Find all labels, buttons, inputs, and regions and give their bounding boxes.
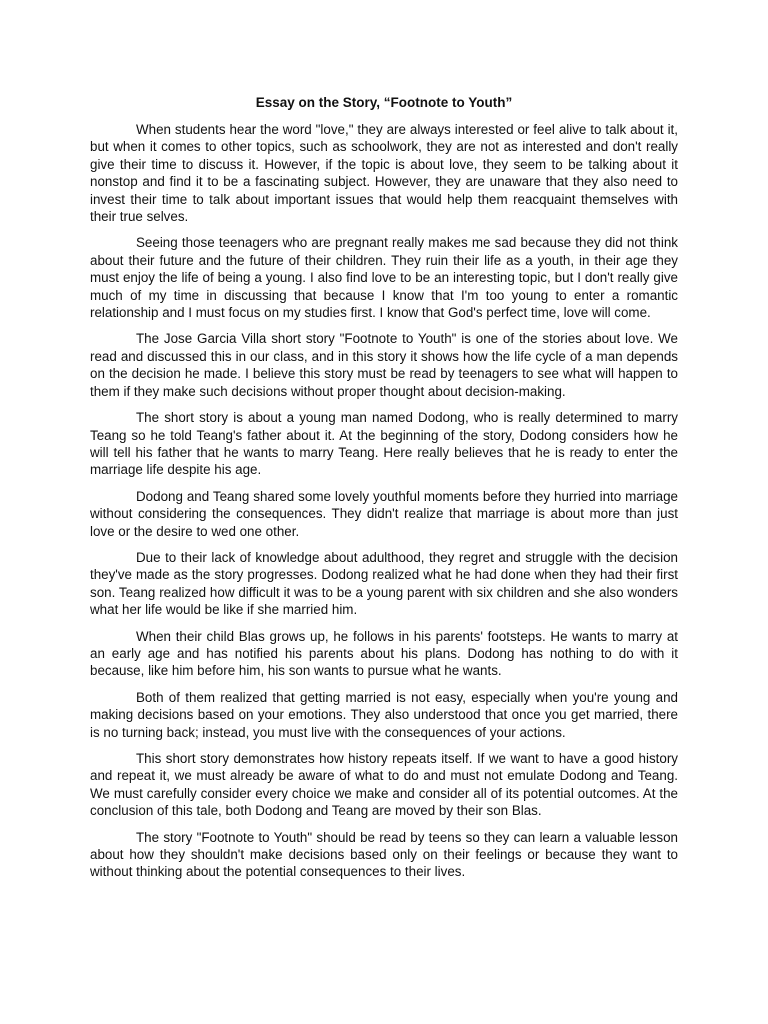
essay-title: Essay on the Story, “Footnote to Youth” (255, 95, 513, 110)
paragraph-8: Both of them realized that getting married is not easy, especially when you're young and making decisions based on your emotions. They also understood that once you get married, there is no turning back; instead, you must live with the consequences of your actions. (90, 689, 678, 740)
paragraph-2: Seeing those teenagers who are pregnant really makes me sad because they did not think about their future and the future of their children. They ruin their life as a youth, in their age they must enjoy the life of being a young. I also find love to be an interesting topic, but I don't really give much of my time in discussing that because I know that I'm too young to enter a romantic relationship and I must focus on my studies first. I know that God's perfect time, love will come. (90, 235, 678, 321)
paragraph-5: Dodong and Teang shared some lovely youthful moments before they hurried into marriage without considering the consequences. They didn't realize that marriage is about more than just love or the desire to wed one other. (90, 488, 678, 539)
paragraph-1: When students hear the word "love," they are always interested or feel alive to talk about it, but when it comes to other topics, such as schoolwork, they are not as interested and don't really give their time to discuss it. However, if the topic is about love, they seem to be talking about it nonstop and find it to be a fascinating subject. However, they are unaware that they also need to invest their time to talk about important issues that would help them reacquaint themselves with their true selves. (90, 122, 678, 225)
paragraph-7: When their child Blas grows up, he follows in his parents' footsteps. He wants to marry at an early age and has notified his parents about his plans. Dodong has nothing to do with it because, like him before him, his son wants to pursue what he wants. (90, 628, 678, 679)
paragraph-6: Due to their lack of knowledge about adulthood, they regret and struggle with the decision they've made as the story progresses. Dodong realized what he had done when they had their first son. Teang realized how difficult it was to be a young parent with six children and she also wonders what her life would be like if she married him. (90, 549, 678, 618)
paragraph-4: The short story is about a young man named Dodong, who is really determined to marry Teang so he told Teang's father about it. At the beginning of the story, Dodong considers how he will tell his father that he wants to marry Teang. Here really believes that he is ready to enter the marriage life despite his age. (90, 410, 678, 478)
paragraph-9: This short story demonstrates how history repeats itself. If we want to have a good history and repeat it, we must already be aware of what to do and must not emulate Dodong and Teang. We must carefully consider every choice we make and consider all of its potential outcomes. At the conclusion of this tale, both Dodong and Teang are moved by their son Blas. (90, 751, 678, 819)
paragraph-3: The Jose Garcia Villa short story "Footnote to Youth" is one of the stories about love. We read and discussed this in our class, and in this story it shows how the life cycle of a man depends on the decision he made. I believe this story must be read by teenagers to see what will happen to them if they make such decisions without proper thought about decision-making. (90, 331, 678, 399)
paragraph-10: The story "Footnote to Youth" should be read by teens so they can learn a valuable lesson about how they shouldn't make decisions based only on their feelings or because they want to without thinking about the potential consequences to their lives. (90, 829, 678, 880)
